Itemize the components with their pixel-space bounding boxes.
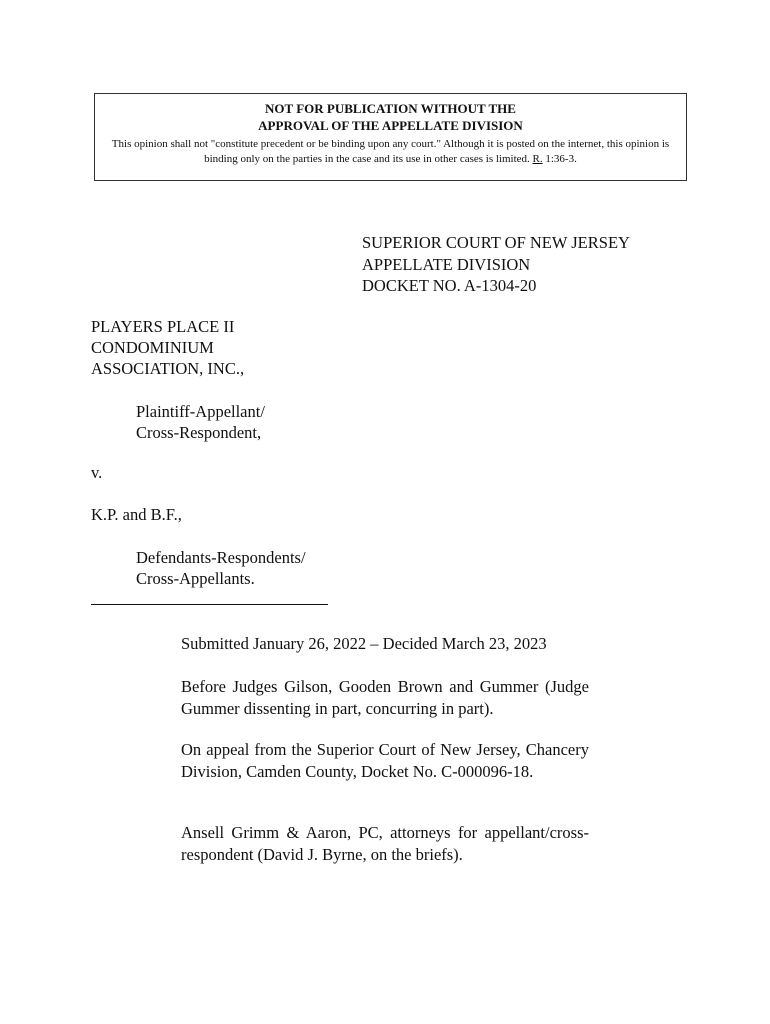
court-heading — [362, 232, 630, 297]
submitted-decided: Submitted January 26, 2022 – Decided March 23, 2023 — [181, 634, 547, 653]
notice-text — [95, 137, 686, 167]
rule-number: 1:36-3. — [545, 153, 577, 165]
publication-notice-box — [94, 93, 687, 181]
versus: v. — [91, 463, 103, 482]
plaintiff-name-line2: CONDOMINIUM — [91, 338, 214, 357]
court-name: SUPERIOR COURT OF NEW JERSEY — [362, 233, 630, 252]
plaintiff-role-line2: Cross-Respondent, — [136, 423, 262, 442]
defendant-role-line1: Defendants-Respondents/ — [136, 548, 306, 567]
judges-paragraph: Before Judges Gilson, Gooden Brown and Gummer (Judge Gummer dissenting in part, concurring in part). — [181, 677, 589, 718]
court-division: APPELLATE DIVISION — [362, 254, 531, 274]
notice-body: This opinion shall not "constitute precedent or be binding upon any court." Although it is posted on the internet, this opinion is binding only on the parties in the case and its use in other cases is limited. — [111, 138, 670, 165]
plaintiff-name-line1: PLAYERS PLACE II — [91, 317, 235, 336]
plaintiff-name-line3: ASSOCIATION, INC., — [91, 359, 245, 378]
notice-heading-line2: APPROVAL OF THE APPELLATE DIVISION — [258, 118, 523, 133]
defendant-name: K.P. and B.F., — [91, 505, 182, 524]
caption-rule — [91, 604, 328, 605]
notice-heading-line1: NOT FOR PUBLICATION WITHOUT THE — [265, 101, 516, 116]
appeal-paragraph: On appeal from the Superior Court of New Jersey, Chancery Division, Camden County, Docket No. C-000096-18. — [181, 740, 589, 781]
rule-reference: R. — [532, 153, 543, 165]
defendant-role-line2: Cross-Appellants. — [136, 569, 255, 588]
docket-number: DOCKET NO. A-1304-20 — [362, 276, 537, 295]
plaintiff-role-line1: Plaintiff-Appellant/ — [136, 402, 265, 421]
attorneys-paragraph: Ansell Grimm & Aaron, PC, attorneys for appellant/cross-respondent (David J. Byrne, on the briefs). — [181, 823, 589, 864]
